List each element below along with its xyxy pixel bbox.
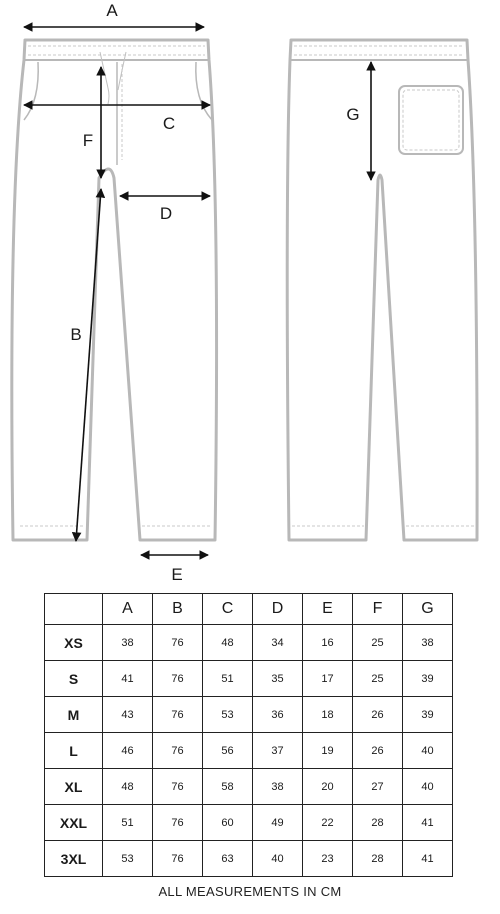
- back-pocket: [399, 86, 463, 154]
- measurement-cell: 60: [203, 805, 253, 841]
- size-chart-table: [44, 593, 453, 877]
- label-g: G: [346, 105, 360, 124]
- measurement-cell: 16: [303, 625, 353, 661]
- measurement-cell: 18: [303, 697, 353, 733]
- measurement-cell: 26: [353, 697, 403, 733]
- measurement-cell: 39: [403, 697, 453, 733]
- size-label-cell: M: [45, 697, 103, 733]
- measurement-cell: 38: [403, 625, 453, 661]
- table-row: [45, 841, 453, 877]
- front-stitching: [20, 46, 212, 526]
- measurement-cell: 27: [353, 769, 403, 805]
- measurement-cell: 17: [303, 661, 353, 697]
- measurement-cell: 76: [153, 697, 203, 733]
- measurement-unit-note: ALL MEASUREMENTS IN CM: [158, 884, 342, 899]
- measurement-cell: 46: [103, 733, 153, 769]
- header-cell-b: B: [153, 594, 203, 625]
- measurement-cell: 48: [103, 769, 153, 805]
- measurement-cell: 51: [103, 805, 153, 841]
- label-c: C: [162, 114, 176, 133]
- measurement-cell: 26: [353, 733, 403, 769]
- header-cell-d: D: [253, 594, 303, 625]
- measurement-cell: 40: [253, 841, 303, 877]
- measurement-cell: 38: [253, 769, 303, 805]
- measurement-cell: 63: [203, 841, 253, 877]
- measurement-cell: 22: [303, 805, 353, 841]
- table-row: [45, 697, 453, 733]
- measurement-cell: 58: [203, 769, 253, 805]
- front-view-pants: [12, 40, 217, 540]
- size-label-cell: XS: [45, 625, 103, 661]
- measurement-cell: 76: [153, 769, 203, 805]
- measurement-cell: 76: [153, 733, 203, 769]
- measurement-cell: 25: [353, 625, 403, 661]
- measurement-cell: 43: [103, 697, 153, 733]
- size-chart-body: [45, 625, 453, 877]
- header-cell-e: E: [303, 594, 353, 625]
- measurement-cell: 76: [153, 661, 203, 697]
- measurement-arrows: [24, 27, 371, 555]
- label-f: F: [82, 131, 94, 150]
- measurement-cell: 38: [103, 625, 153, 661]
- measurement-cell: 56: [203, 733, 253, 769]
- front-pocket-left: [24, 62, 38, 120]
- table-row: [45, 625, 453, 661]
- header-corner-cell: [45, 594, 103, 625]
- header-cell-g: G: [403, 594, 453, 625]
- header-cell-f: F: [353, 594, 403, 625]
- measurement-cell: 40: [403, 769, 453, 805]
- measurement-cell: 51: [203, 661, 253, 697]
- measurement-cell: 37: [253, 733, 303, 769]
- table-row: [45, 805, 453, 841]
- back-view-pants: [287, 40, 477, 540]
- front-pants-outline: [12, 40, 217, 540]
- measurement-cell: 23: [303, 841, 353, 877]
- measurement-cell: 48: [203, 625, 253, 661]
- measurement-cell: 76: [153, 625, 203, 661]
- measurement-cell: 41: [403, 805, 453, 841]
- label-a: A: [106, 1, 118, 20]
- measurement-cell: 53: [103, 841, 153, 877]
- table-row: [45, 769, 453, 805]
- measurement-cell: 76: [153, 805, 203, 841]
- header-row: [45, 594, 453, 625]
- header-cell-a: A: [103, 594, 153, 625]
- measurement-cell: 40: [403, 733, 453, 769]
- measurement-cell: 28: [353, 805, 403, 841]
- measurement-cell: 34: [253, 625, 303, 661]
- size-label-cell: S: [45, 661, 103, 697]
- measurement-cell: 36: [253, 697, 303, 733]
- measurement-cell: 19: [303, 733, 353, 769]
- measurement-cell: 41: [403, 841, 453, 877]
- measurement-cell: 39: [403, 661, 453, 697]
- header-cell-c: C: [203, 594, 253, 625]
- measurement-cell: 25: [353, 661, 403, 697]
- measurement-cell: 53: [203, 697, 253, 733]
- back-pants-outline: [287, 40, 477, 540]
- label-d: D: [159, 204, 173, 223]
- size-chart-header: [45, 594, 453, 625]
- label-b: B: [70, 325, 82, 344]
- measurement-cell: 41: [103, 661, 153, 697]
- measurement-cell: 35: [253, 661, 303, 697]
- size-label-cell: XL: [45, 769, 103, 805]
- measurement-cell: 76: [153, 841, 203, 877]
- measurement-cell: 28: [353, 841, 403, 877]
- table-row: [45, 661, 453, 697]
- table-row: [45, 733, 453, 769]
- size-label-cell: XXL: [45, 805, 103, 841]
- size-label-cell: L: [45, 733, 103, 769]
- measurement-cell: 20: [303, 769, 353, 805]
- label-e: E: [171, 565, 183, 584]
- measurement-cell: 49: [253, 805, 303, 841]
- size-label-cell: 3XL: [45, 841, 103, 877]
- back-stitching: [292, 46, 474, 526]
